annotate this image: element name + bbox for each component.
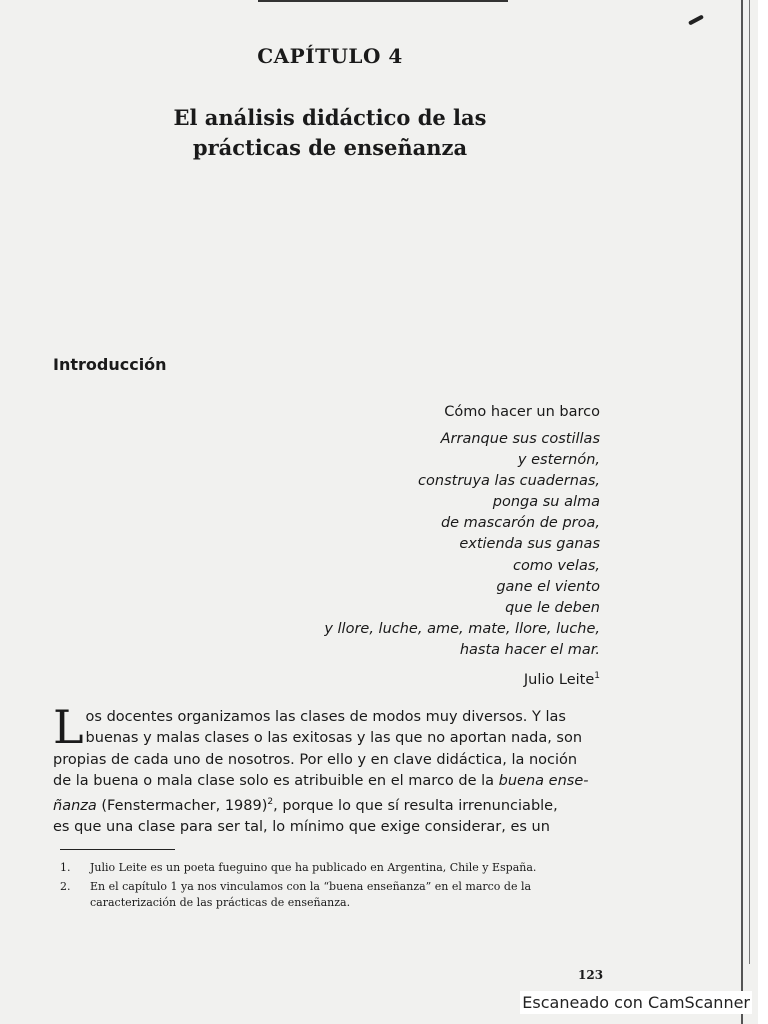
citation: (Fenstermacher, 1989) <box>101 798 268 815</box>
poem-line: como velas, <box>512 557 600 574</box>
page-edge-line-secondary <box>749 0 750 964</box>
body-line: os docentes organizamos las clases de modos muy diversos. Y las <box>85 709 566 725</box>
body-line-text: propias de cada uno de nosotros. Por ello y en clave didáctica, la noción <box>53 751 578 768</box>
scan-mark <box>688 14 704 25</box>
poem-author <box>180 665 600 691</box>
body-line-text: , porque lo que sí resulta irrenunciable, <box>273 798 558 815</box>
footnote-number: 2. <box>60 880 71 893</box>
poem-title: Cómo hacer un barco <box>444 404 600 420</box>
poem-line: Arranque sus costillas <box>440 431 600 447</box>
footnote-2 <box>60 879 605 911</box>
poem-line: construya las cuadernas, <box>418 473 600 490</box>
footnotes <box>60 860 605 914</box>
poem-line: ponga su alma <box>492 494 600 511</box>
drop-cap: L <box>53 700 84 754</box>
body-italic-phrase: ñanza <box>53 798 97 815</box>
footnote-text: En el capítulo 1 ya nos vinculamos con la “buena enseñanza” en el marco de la caracterización de las prácticas de enseñanza. <box>90 880 532 909</box>
body-line: es que una clase para ser tal, lo mínimo que exige considerar, es un <box>53 819 550 836</box>
page-number: 123 <box>578 968 604 982</box>
body-italic-phrase: buena ense- <box>498 772 589 789</box>
poem-line: gane el viento <box>496 578 600 595</box>
poem-line: que le deben <box>505 599 600 616</box>
body-line <box>53 792 603 817</box>
body-line-text: de la buena o mala clase solo es atribuible en el marco de la <box>53 772 495 789</box>
chapter-label: CAPÍTULO 4 <box>257 44 403 68</box>
chapter-title-line-2: prácticas de enseñanza <box>192 135 468 160</box>
body-line <box>53 771 603 792</box>
section-heading: Introducción <box>53 355 167 374</box>
page-edge-line <box>741 0 743 1024</box>
body-line <box>53 750 603 771</box>
poem-line: y esternón, <box>517 452 600 469</box>
poem-line: y llore, luche, ame, mate, llore, luche, <box>324 620 600 637</box>
body-line: buenas y malas clases o las exitosas y las que no aportan nada, son <box>85 730 583 747</box>
body-paragraph <box>53 700 603 839</box>
footnote-ref-2[interactable]: 2 <box>267 797 274 808</box>
scanner-watermark: Escaneado con CamScanner <box>522 993 750 1012</box>
epigraph-poem <box>180 401 600 691</box>
top-rule <box>258 0 508 2</box>
poem-line: extienda sus ganas <box>459 536 600 553</box>
poem-line: hasta hacer el mar. <box>459 641 600 658</box>
footnote-text: Julio Leite es un poeta fueguino que ha publicado en Argentina, Chile y España. <box>90 861 537 874</box>
poem-author-name: Julio Leite <box>523 671 595 688</box>
chapter-title-line-1: El análisis didáctico de las <box>173 105 487 130</box>
footnote-ref-1[interactable]: 1 <box>594 671 600 682</box>
footnote-rule <box>60 849 175 850</box>
footnote-number: 1. <box>60 861 71 874</box>
chapter-title <box>0 103 660 163</box>
poem-line: de mascarón de proa, <box>440 515 600 532</box>
footnote-1 <box>60 860 605 876</box>
